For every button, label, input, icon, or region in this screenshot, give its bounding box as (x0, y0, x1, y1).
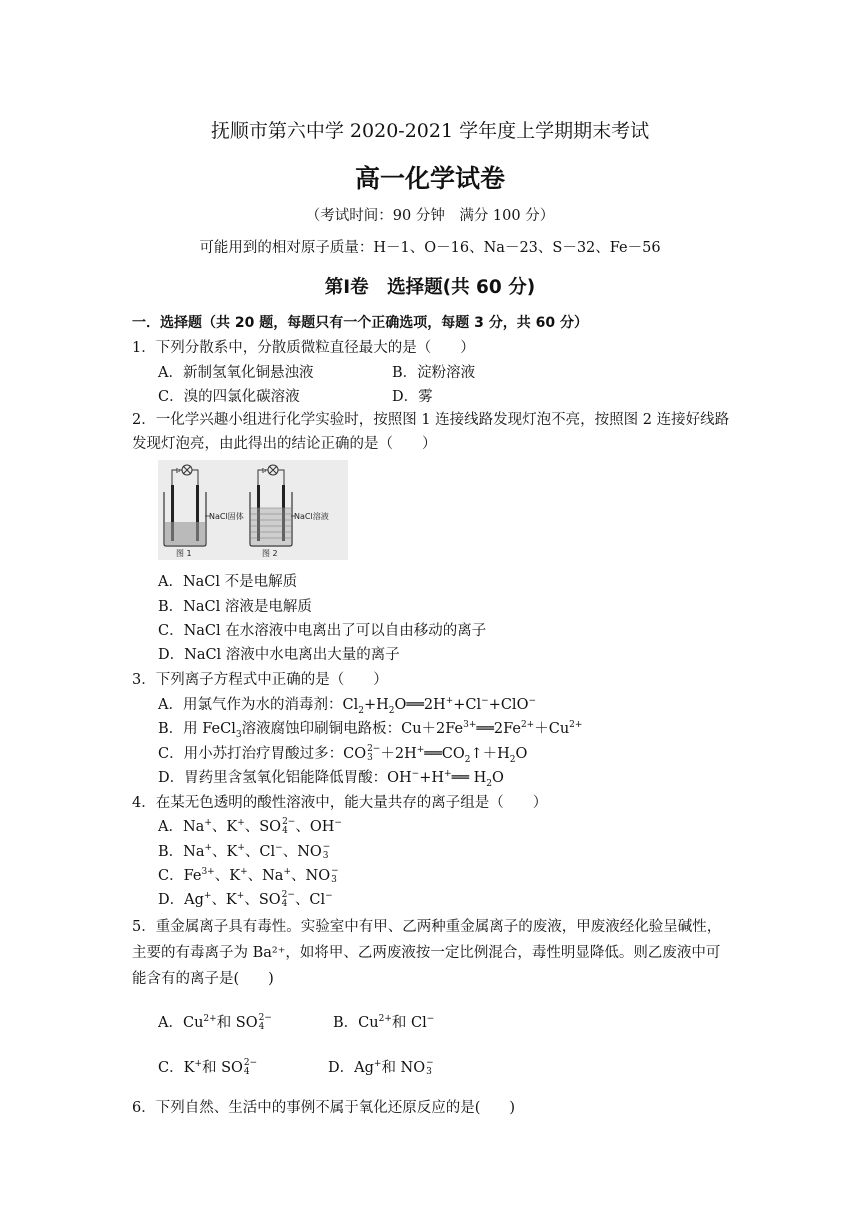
q1-option-b: B．淀粉溶液 (392, 365, 476, 381)
figure-2-caption: 图 2 (262, 549, 278, 558)
question-5-stem: 5．重金属离子具有毒性。实验室中有甲、乙两种重金属离子的废液，甲废液经化验呈碱性，主要的有毒离子为 Ba²⁺，如将甲、乙两废液按一定比例混合，毒性明显降低。则乙废液中可能含有的离子是( ) (132, 919, 722, 987)
q5-option-b: B．$Cu^{2+}$和 Cl− (333, 1014, 435, 1031)
figure-2-label: NaCl溶液 (294, 512, 329, 521)
exam-title: 高一化学试卷 (354, 164, 505, 193)
q2-option-b: B．NaCl 溶液是电解质 (158, 599, 312, 615)
figure-1-caption: 图 1 (176, 549, 192, 558)
volume-title: 第Ⅰ卷 选择题(共 60 分) (324, 277, 536, 298)
q5-option-c: C．K+和 SO 2− 4 (158, 1058, 258, 1077)
school-title: 抚顺市第六中学 2020-2021 学年度上学期期末考试 (210, 120, 650, 142)
q3-option-a: A．用氯气作为水的消毒剂：$Cl_2+H_2O══2H^++Cl^-+ClO^-$ (158, 696, 537, 716)
q2-option-c: C．NaCl 在水溶液中电离出了可以自由移动的离子 (158, 623, 487, 639)
q4-option-c: C．$Fe^{3+}$、K+、Na+、NO − 3 (158, 866, 339, 885)
q5-option-d: D．Ag+和 NO − 3 (328, 1058, 434, 1077)
q3-option-c: C．用小苏打治疗胃酸过多：CO 2− 3 $+2H^+══CO_2↑+H_2O$ (158, 744, 528, 765)
q4-option-d: D．Ag+、K+、SO 2− 4 、Cl− (158, 890, 333, 909)
atomic-masses: 可能用到的相对原子质量：H－1、O－16、Na－23、S－32、Fe－56 (199, 240, 661, 256)
q3-option-b: B．用 FeCl$_3$溶液腐蚀印刷铜电路板：$Cu+2Fe^{3+}══2Fe^{2+}+Cu^{2+}$ (158, 720, 583, 740)
q2-option-d: D．NaCl 溶液中水电离出大量的离子 (158, 647, 400, 663)
section-heading: 一．选择题（共 20 题，每题只有一个正确选项，每题 3 分，共 60 分） (132, 315, 588, 331)
q3-option-d: D．胃药里含氢氧化铝能降低胃酸：OH−+H+══ $H_2O$ (158, 769, 504, 789)
q2-option-a: A．NaCl 不是电解质 (158, 574, 298, 590)
question-6-stem: 6．下列自然、生活中的事例不属于氧化还原反应的是( ) (132, 1100, 516, 1116)
question-1-stem: 1．下列分散系中，分散质微粒直径最大的是（ ） (132, 340, 475, 356)
question-4-stem: 4．在某无色透明的酸性溶液中，能大量共存的离子组是（ ） (132, 795, 548, 811)
circuit-figure (158, 460, 348, 560)
q5-option-a: A．$Cu^{2+}$和 SO 2− 4 (158, 1013, 272, 1032)
q1-option-c: C．溴的四氯化碳溶液 (158, 389, 300, 405)
q1-option-a: A．新制氢氧化铜悬浊液 (158, 365, 314, 381)
figure-1-label: NaCl固体 (209, 512, 244, 521)
q4-option-b: B．Na+、K+、Cl−、NO − 3 (158, 842, 331, 861)
q4-option-a: A．Na+、K+、SO 2− 4 、OH− (158, 817, 342, 836)
exam-info: （考试时间：90 分钟 满分 100 分） (305, 208, 555, 224)
question-2-stem: 2．一化学兴趣小组进行化学实验时，按照图 1 连接线路发现灯泡不亮，按照图 2 连接好线路发现灯泡亮，由此得出的结论正确的是（ ） (132, 412, 730, 452)
q1-option-d: D．雾 (392, 389, 433, 405)
question-3-stem: 3．下列离子方程式中正确的是（ ） (132, 672, 388, 688)
